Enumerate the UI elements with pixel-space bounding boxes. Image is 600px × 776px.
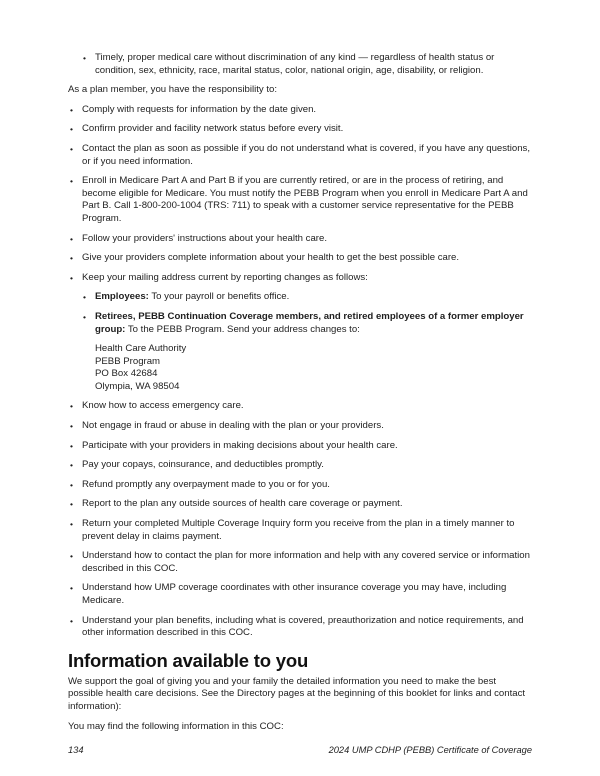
list-item xyxy=(68,123,532,136)
page-footer xyxy=(68,744,532,757)
list-item-lead-bold: Employees: xyxy=(95,291,149,303)
address-block xyxy=(95,343,532,393)
bullet-icon: • xyxy=(70,124,73,135)
section-heading: Information available to you xyxy=(68,649,309,671)
paragraph-intro: As a plan member, you have the responsibility to: xyxy=(68,84,278,96)
list-item-text: Participate with your providers in making decisions about your health care. xyxy=(82,439,398,451)
list-item-text: Give your providers complete information about your health to get the best possible care. xyxy=(82,252,460,264)
list-item-text: Pay your copays, coinsurance, and deductibles promptly. xyxy=(82,459,324,471)
responsibilities-list xyxy=(68,104,532,640)
list-item-sub xyxy=(68,291,532,304)
bullet-icon: • xyxy=(70,272,73,283)
bullet-icon: • xyxy=(70,176,73,187)
address-line: Health Care Authority xyxy=(95,343,187,355)
bullet-icon: • xyxy=(70,583,73,594)
bullet-icon: • xyxy=(70,253,73,264)
bullet-icon: • xyxy=(83,53,86,63)
list-item xyxy=(68,498,532,511)
list-item-text: Follow your providers' instructions about your health care. xyxy=(82,232,327,244)
list-item xyxy=(68,175,532,225)
list-item-text: Keep your mailing address current by reporting changes as follows: xyxy=(82,271,368,283)
bullet-icon: • xyxy=(70,460,73,471)
bullet-icon: • xyxy=(70,143,73,154)
list-item-text: Understand your plan benefits, including what is covered, preauthorization and notice requirements, and other information described in this COC. xyxy=(82,614,524,639)
list-item xyxy=(68,479,532,492)
address-line: PO Box 42684 xyxy=(95,368,158,380)
list-item-text: Understand how to contact the plan for more information and help with any covered service or information described in this COC. xyxy=(82,550,530,574)
list-item-text: Return your completed Multiple Coverage Inquiry form you receive from the plan in a timely manner to prevent delay in claims payment. xyxy=(82,518,515,542)
list-item xyxy=(68,420,532,433)
list-item xyxy=(68,518,532,543)
list-item xyxy=(68,459,532,472)
bullet-icon: • xyxy=(70,104,73,115)
list-item xyxy=(68,400,532,413)
page-number: 134 xyxy=(68,745,84,756)
list-item xyxy=(68,615,532,640)
bullet-icon: • xyxy=(70,233,73,244)
list-item xyxy=(68,272,532,285)
address-line: PEBB Program xyxy=(95,355,161,367)
list-item-rest: To the PEBB Program. Send your address changes to: xyxy=(125,323,360,335)
footer-doc-title: 2024 UMP CDHP (PEBB) Certificate of Coverage xyxy=(328,745,532,756)
list-item-text: Enroll in Medicare Part A and Part B if you are currently retired, or are in the process of retiring, and become eligible for Medicare. You must notify the PEBB Program when you enroll in Medicare Part A and Part B. Call 1-800-200-1004 (TRS: 711) to speak with a customer service representative for the PEBB Program. xyxy=(82,175,528,224)
list-item-text: Confirm provider and facility network status before every visit. xyxy=(82,123,344,135)
bullet-icon: • xyxy=(70,421,73,432)
bullet-icon: • xyxy=(70,479,73,490)
bullet-icon: • xyxy=(70,615,73,626)
list-item-sub xyxy=(68,311,532,336)
list-item xyxy=(68,104,532,117)
bullet-icon: • xyxy=(70,551,73,562)
list-item xyxy=(68,143,532,168)
bullet-icon: • xyxy=(83,292,86,303)
list-item-text: Comply with requests for information by the date given. xyxy=(82,103,317,115)
address-line: Olympia, WA 98504 xyxy=(95,380,180,392)
bullet-icon: • xyxy=(70,440,73,451)
bullet-icon: • xyxy=(70,519,73,530)
list-item-rest: To your payroll or benefits office. xyxy=(148,291,290,303)
section-paragraph: You may find the following information in this COC: xyxy=(68,720,284,732)
section-paragraph: We support the goal of giving you and your family the detailed information you need to make the best possible health care decisions. See the Directory pages at the beginning of this booklet for links and contact information): xyxy=(68,675,526,712)
list-item-sub xyxy=(68,52,532,77)
bullet-icon: • xyxy=(70,401,73,412)
list-item-text: Contact the plan as soon as possible if you do not understand what is covered, if you have any questions, or if you need information. xyxy=(82,142,530,167)
list-item-text: Know how to access emergency care. xyxy=(82,400,244,412)
list-item-text xyxy=(95,291,289,302)
list-item-text: Report to the plan any outside sources of health care coverage or payment. xyxy=(82,498,403,510)
bullet-icon: • xyxy=(70,499,73,510)
list-item xyxy=(68,252,532,265)
bullet-icon: • xyxy=(83,311,86,322)
list-item xyxy=(68,550,532,575)
list-item-text: Not engage in fraud or abuse in dealing with the plan or your providers. xyxy=(82,420,384,432)
list-item-lead-bold: Retirees, PEBB Continuation Coverage members, and retired employees of a former employer group: xyxy=(95,310,524,335)
list-item xyxy=(68,440,532,453)
list-item xyxy=(68,233,532,246)
list-item xyxy=(68,582,532,607)
list-item-text xyxy=(95,311,524,335)
list-item-text: Refund promptly any overpayment made to you or for you. xyxy=(82,478,330,490)
list-item-text: Timely, proper medical care without discrimination of any kind — regardless of health status or condition, sex, ethnicity, race, marital status, color, national origin, age, disability, or religion. xyxy=(95,52,495,76)
list-item-text: Understand how UMP coverage coordinates with other insurance coverage you may have, including Medicare. xyxy=(82,582,507,606)
